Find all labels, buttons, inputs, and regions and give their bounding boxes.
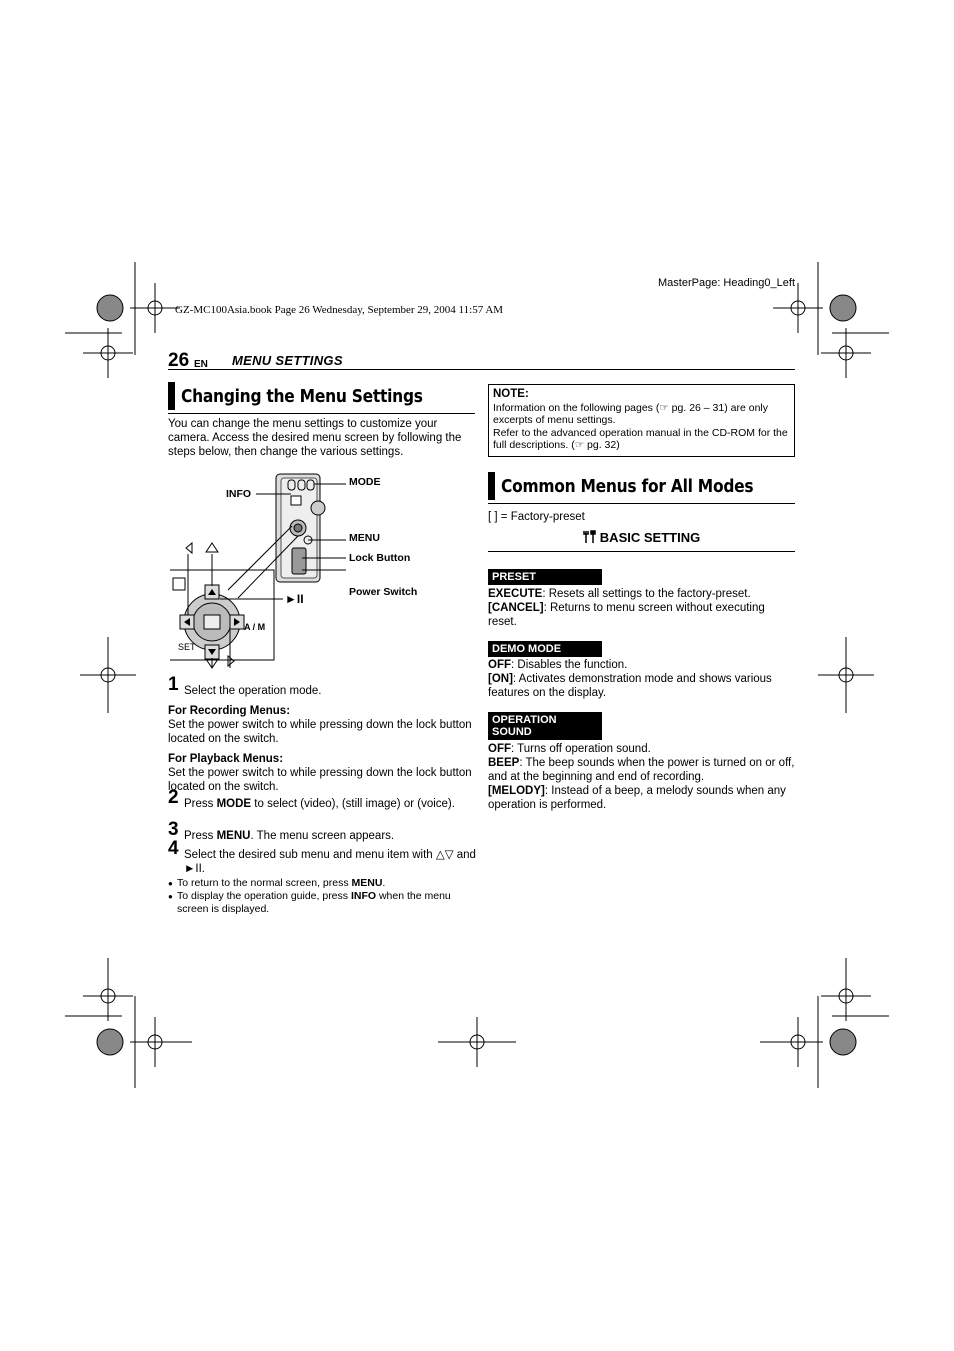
menu-label-demo-mode: DEMO MODE [488,641,602,657]
option-name: OFF [488,659,511,671]
step-number: 2 [168,787,179,808]
heading-bar [488,472,495,500]
option-name: [ON] [488,673,513,685]
bullet-text-post: when the menu screen is displayed. [177,890,451,915]
option-name: BEEP [488,757,520,769]
page-number: 26 [168,350,190,371]
option-row [488,742,795,756]
bullet-text-post: . [382,877,386,889]
operation-sound-options [488,742,795,812]
bullet-text-pre: To display the operation guide, press [177,890,351,902]
heading-text: Common Menus for All Modes [501,475,754,497]
recording-menus-text: Set the power switch to while pressing down the lock button located on the switch. [168,719,472,745]
option-name: [MELODY] [488,785,545,797]
option-desc: : Disables the function. [511,659,628,671]
note-line-2: Refer to the advanced operation manual in the CD-ROM for the full descriptions. (☞ pg. 32) [493,426,788,451]
option-row [488,587,795,601]
header-rule [168,369,795,370]
bullet-item [168,890,478,916]
option-row [488,601,795,629]
diagram-label-menu: MENU [349,532,380,544]
note-line-1: Information on the following pages (☞ pg. 26 – 31) are only excerpts of menu settings. [493,401,768,426]
menu-label-operation-sound: OPERATION SOUND [488,712,602,740]
basic-setting-rule [488,551,795,552]
option-desc: : Instead of a beep, a melody sounds when any operation is performed. [488,785,786,811]
option-desc: : Resets all settings to the factory-preset. [542,588,751,600]
diagram-label-set: SET [178,642,196,652]
heading-common-menus [488,472,795,500]
master-page-label: MasterPage: Heading0_Left [658,277,795,289]
intro-paragraph: You can change the menu settings to customize your camera. Access the desired menu screen by following the steps below, then change the various settings. [168,418,462,458]
step-3 [168,819,478,843]
option-desc: : Returns to menu screen without executing reset. [488,602,765,628]
heading-text: Changing the Menu Settings [181,385,423,407]
step-text [168,797,478,811]
step-1 [168,674,478,794]
mode-keyword: MODE [216,798,252,810]
option-row [488,672,795,700]
camera-diagram [168,470,478,670]
step-text-pre: Press [184,798,217,810]
note-box [488,384,795,457]
basic-setting-title [488,530,795,545]
step-4 [168,838,478,916]
step-number: 3 [168,819,179,840]
demo-mode-options [488,658,795,700]
menu-keyword: MENU [216,830,251,842]
preset-options [488,587,795,629]
step-text-post: to select (video), (still image) or (voice). [251,798,455,810]
option-name: [CANCEL] [488,602,544,614]
menu-label-preset: PRESET [488,569,602,585]
diagram-label-mode: MODE [349,476,381,488]
basic-setting-text: BASIC SETTING [599,530,701,545]
step-number: 4 [168,838,179,859]
section-title: MENU SETTINGS [232,353,343,368]
option-row [488,658,795,672]
step-text: Select the desired sub menu and menu item with △▽ and ►II. [184,849,476,875]
heading-rule [488,503,795,504]
bullet-item [168,877,478,890]
wrench-icon [583,530,597,544]
recording-menus-title: For Recording Menus: [168,705,291,717]
option-row [488,784,795,812]
step-text-post: . The menu screen appears. [250,830,395,842]
option-desc: : Activates demonstration mode and shows various features on the display. [488,673,772,699]
step-text: Select the operation mode. [184,685,322,697]
bullet-keyword: INFO [350,890,377,902]
heading-rule [168,413,475,414]
language-label: EN [194,359,208,370]
note-title: NOTE: [493,388,529,400]
diagram-label-play-pause: ►II [285,592,304,606]
bullet-keyword: MENU [351,877,383,889]
option-name: OFF [488,743,511,755]
diagram-label-info: INFO [226,488,252,500]
book-info-line: GZ-MC100Asia.book Page 26 Wednesday, September 29, 2004 11:57 AM [175,304,504,316]
heading-changing-menu [168,382,475,410]
diagram-label-am: A / M [244,622,266,632]
step-number: 1 [168,674,179,695]
step-text [168,829,478,843]
option-desc: : Turns off operation sound. [511,743,651,755]
camera-illustration [168,470,478,670]
playback-menus-text: Set the power switch to while pressing down the lock button located on the switch. [168,767,472,793]
diagram-label-lock-button: Lock Button [349,552,411,564]
playback-menus-title: For Playback Menus: [168,753,284,765]
option-row [488,756,795,784]
step-text-pre: Press [184,830,217,842]
option-name: EXECUTE [488,588,543,600]
factory-preset-legend: [ ] = Factory-preset [488,511,585,523]
diagram-label-power-switch: Power Switch [349,586,418,598]
heading-bar [168,382,175,410]
step-2 [168,787,478,811]
bullet-text-pre: To return to the normal screen, press [177,877,352,889]
option-desc: : The beep sounds when the power is turned on or off, and at the beginning and end of recording. [488,757,795,783]
